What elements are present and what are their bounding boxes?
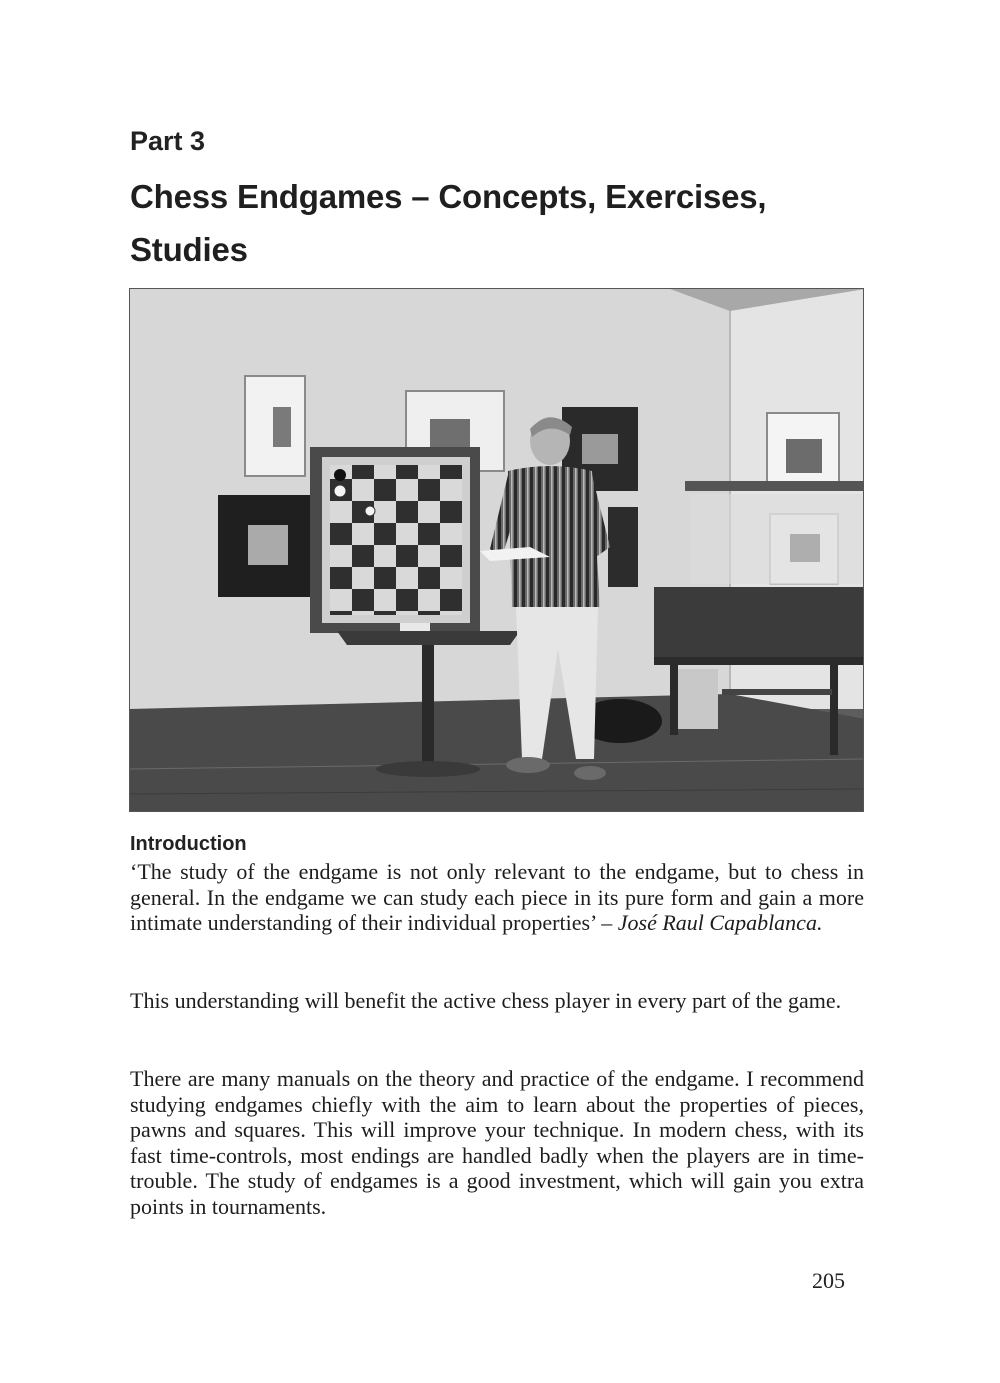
chapter-title: Chess Endgames – Concepts, Exercises, Studies	[130, 178, 767, 268]
body-paragraph-2: This understanding will benefit the active chess player in every part of the game.	[130, 988, 842, 1013]
page-number: 205	[812, 1268, 845, 1293]
chess-lecture-photo	[129, 288, 864, 812]
part-label: Part 3	[130, 126, 206, 156]
quote-attribution: José Raul Capablanca.	[617, 910, 823, 935]
section-heading-introduction: Introduction	[130, 833, 247, 855]
capablanca-quote: ‘The study of the endgame is not only relevant to the endgame, but to chess in general. In the endgame we can study each piece in its pure form and gain a more intimate understanding of their individual properties’ –	[130, 859, 864, 935]
intro-quote-paragraph	[130, 859, 864, 936]
body-paragraph-3: There are many manuals on the theory and practice of the endgame. I recommend studying endgames chiefly with the aim to learn about the properties of pieces, pawns and squares. This will improve your technique. In modern chess, with its fast time-controls, most endings are handled badly when the players are in time-trouble. The study of endgames is a good investment, which will gain you extra points in tournaments.	[130, 1066, 864, 1219]
